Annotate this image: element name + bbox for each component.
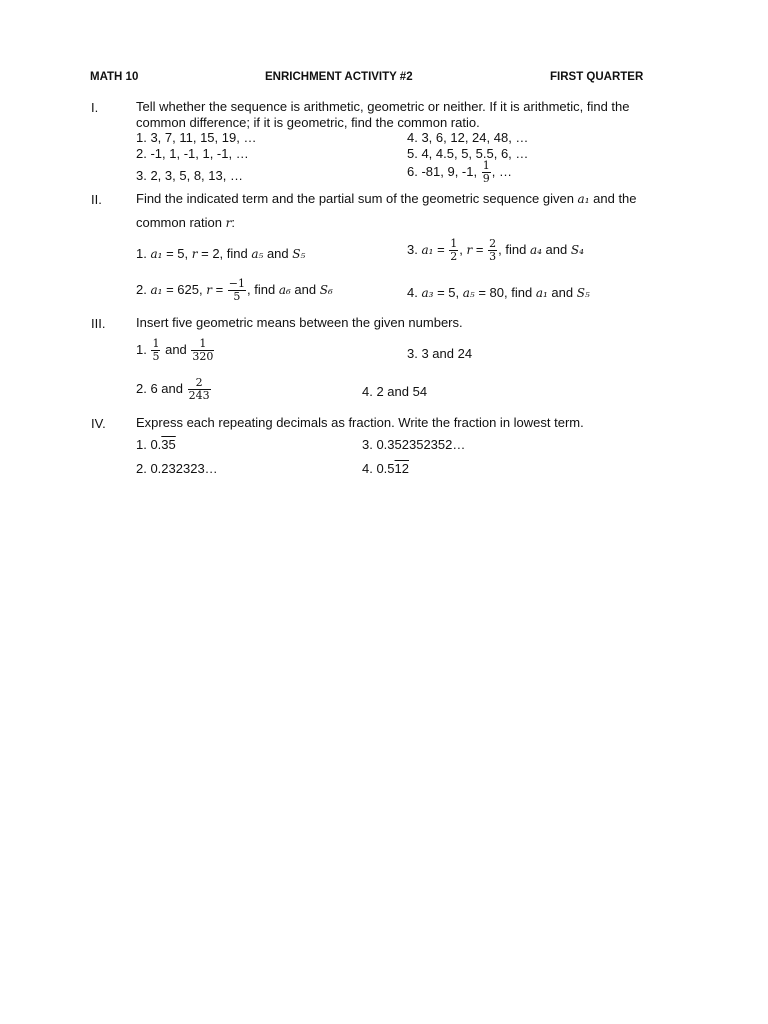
colon: : [231,215,235,230]
section-4-item-1 [136,437,176,453]
fraction-denominator: 5 [152,350,160,363]
item-text: = [215,281,224,297]
fraction-numerator: 2 [489,237,497,250]
item-text: = 5, [437,285,460,300]
section-2-text-end: and the [593,191,637,206]
math-r: r [191,247,198,261]
item-text: and [266,246,289,261]
item-text: and [294,281,317,297]
section-1-item-3: 3. 2, 3, 5, 8, 13, … [136,168,243,183]
fraction-numerator: 1 [199,337,207,350]
section-2-text-2: common ration [136,215,222,230]
section-1-item-1: 1. 3, 7, 11, 15, 19, … [136,130,257,145]
section-4-numeral: IV. [91,416,106,431]
item-number: 1. [136,246,147,261]
fraction-one-ninth [482,160,491,185]
section-2-instruction-line1 [136,191,637,207]
math-sum: S₅ [576,286,590,300]
math-term: a₁ [535,286,548,300]
item-text: = 625, [166,281,203,297]
fraction-one-half [449,238,458,263]
math-term: a₅ [251,247,264,261]
item-number: 4. [407,285,418,300]
fraction-numerator: 1 [152,337,160,350]
repeating-digits: 35 [161,437,176,452]
section-1-item-4: 4. 3, 6, 12, 24, 48, … [407,130,529,145]
item-text: and [551,285,574,300]
fraction-one-fifth [151,338,160,363]
math-r: r [225,216,232,230]
fraction-neg-one-fifth [228,278,246,303]
item-number: 2. [136,281,147,297]
header-quarter: FIRST QUARTER [550,71,644,83]
fraction-numerator: 1 [450,237,458,250]
fraction-denominator: 3 [489,250,497,263]
item-number: 1. [136,341,147,357]
section-1-instruction-line2: common difference; if it is geometric, find the common ratio. [136,115,480,130]
section-1-item-6 [407,160,512,185]
math-a1: a₁ [150,282,163,297]
math-r: r [206,282,212,297]
math-term: a₄ [529,242,542,257]
header-subject: MATH 10 [90,71,139,83]
item-text: = 5, [166,246,189,261]
item-6-terms: 6. -81, 9, -1, [407,163,478,179]
math-sum: S₆ [319,282,333,297]
item-text: , find [247,281,276,297]
fraction-two-thirds [488,238,497,263]
item-text: = 2, find [201,246,248,261]
fraction-denominator: 243 [188,389,210,402]
item-text: and [165,341,187,357]
section-2-item-3 [407,238,584,263]
fraction-numerator: −1 [228,277,246,290]
fraction-numerator: 2 [195,376,203,389]
fraction-denominator: 5 [228,290,246,303]
section-4-instruction: Express each repeating decimals as fraction. Write the fraction in lowest term. [136,415,584,430]
item-text: = 80, find [478,285,533,300]
fraction-denominator: 2 [450,250,458,263]
section-3-item-4: 4. 2 and 54 [362,384,428,399]
fraction-numerator: 1 [482,159,490,172]
section-2-numeral: II. [91,192,102,207]
fraction-denominator: 9 [482,172,490,185]
section-2-instruction-line2 [136,215,235,231]
section-1-item-2: 2. -1, 1, -1, 1, -1, … [136,146,249,161]
math-a1: a₁ [577,192,590,206]
item-6-ellipsis: , … [491,163,512,179]
section-3-item-1 [136,338,215,363]
section-2-item-4 [407,285,590,301]
math-sum: S₅ [292,247,306,261]
math-a1: a₁ [150,247,163,261]
section-3-item-3: 3. 3 and 24 [407,346,473,361]
section-2-text: Find the indicated term and the partial sum of the geometric sequence given [136,191,574,206]
section-3-item-2 [136,377,212,402]
item-text: 1. 0. [136,437,162,452]
item-text: and [545,241,568,257]
item-text: 2. 6 and [136,380,183,396]
math-sum: S₄ [570,242,584,257]
header-title: ENRICHMENT ACTIVITY #2 [265,71,413,83]
math-r: r [466,242,473,257]
section-4-item-2: 2. 0.232323… [136,461,218,476]
item-text: 4. 0.5 [362,461,395,476]
section-1-instruction-line1: Tell whether the sequence is arithmetic, geometric or neither. If it is arithmetic, find the [136,99,630,114]
item-number: 3. [407,241,418,257]
math-term: a₆ [278,282,291,297]
fraction-one-over-320 [191,338,214,363]
fraction-denominator: 320 [192,350,214,363]
section-3-instruction: Insert five geometric means between the given numbers. [136,315,463,330]
section-1-numeral: I. [91,100,99,115]
item-text: = [437,241,445,257]
section-1-item-5: 5. 4, 4.5, 5, 5.5, 6, … [407,146,529,161]
section-2-item-1 [136,246,305,262]
section-2-item-2 [136,278,333,303]
item-text: , find [498,241,527,257]
math-a3: a₃ [421,286,434,300]
item-text: = [475,241,484,257]
item-text: , [459,241,463,257]
section-4-item-3: 3. 0.352352352… [362,437,466,452]
repeating-digits: 12 [394,461,409,476]
section-3-numeral: III. [91,316,106,331]
section-4-item-4 [362,461,409,477]
math-a1: a₁ [421,242,434,257]
math-a5: a₅ [462,286,475,300]
fraction-two-over-243 [188,377,211,402]
